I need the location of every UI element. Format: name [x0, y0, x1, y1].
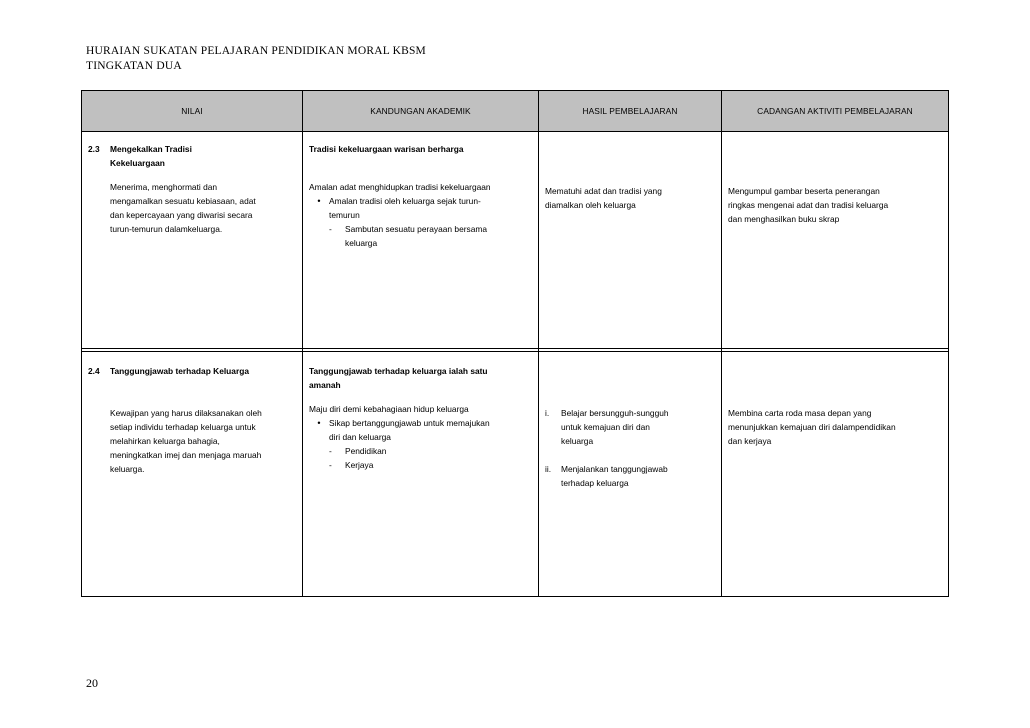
header-subtitle: TINGKATAN DUA [86, 60, 182, 72]
aktiviti-line: dan menghasilkan buku skrap [728, 214, 840, 224]
kandungan-dash: Kerjaya [345, 460, 374, 470]
kandungan-bullet: Amalan tradisi oleh keluarga sejak turun- [329, 196, 481, 206]
cell-aktiviti [722, 132, 949, 349]
column-header-kandungan: KANDUNGAN AKADEMIK [303, 91, 539, 132]
hasil-line: terhadap keluarga [561, 478, 629, 488]
kandungan-dash: Pendidikan [345, 446, 387, 456]
kandungan-title-cont: amanah [309, 380, 341, 390]
kandungan-bullet-cont: temurun [329, 210, 360, 220]
document-header [86, 44, 426, 74]
hasil-line: Menjalankan tanggungjawab [561, 464, 668, 474]
kandungan-intro: Amalan adat menghidupkan tradisi kekeluargaan [309, 182, 491, 192]
bullet-icon: • [317, 418, 321, 428]
nilai-desc-line: keluarga. [110, 464, 145, 474]
table-row [82, 352, 949, 597]
nilai-desc-line: turun-temurun dalamkeluarga. [110, 224, 223, 234]
column-header-nilai: NILAI [82, 91, 303, 132]
cell-nilai [82, 352, 303, 597]
kandungan-dash: Sambutan sesuatu perayaan bersama [345, 224, 487, 234]
kandungan-title: Tanggungjawab terhadap keluarga ialah satu [309, 366, 488, 376]
aktiviti-line: Mengumpul gambar beserta penerangan [728, 186, 880, 196]
row-number: 2.3 [88, 144, 100, 154]
nilai-title: Mengekalkan Tradisi [110, 144, 192, 154]
row-number: 2.4 [88, 366, 100, 376]
nilai-desc-line: dan kepercayaan yang diwarisi secara [110, 210, 253, 220]
cell-aktiviti [722, 352, 949, 597]
header-title: HURAIAN SUKATAN PELAJARAN PENDIDIKAN MORAL KBSM [86, 45, 426, 57]
bullet-icon: • [317, 196, 321, 206]
nilai-desc-line: mengamalkan sesuatu kebiasaan, adat [110, 196, 256, 206]
syllabus-table [81, 90, 949, 597]
kandungan-intro: Maju diri demi kebahagiaan hidup keluarga [309, 404, 469, 414]
cell-kandungan [303, 132, 539, 349]
nilai-desc-line: Menerima, menghormati dan [110, 182, 218, 192]
dash-icon: - [329, 224, 332, 234]
dash-icon: - [329, 460, 332, 470]
nilai-desc-line: melahirkan keluarga bahagia, [110, 436, 220, 446]
cell-nilai [82, 132, 303, 349]
hasil-line: untuk kemajuan diri dan [561, 422, 650, 432]
aktiviti-line: menunjukkan kemajuan diri dalampendidikan [728, 422, 896, 432]
nilai-desc-line: meningkatkan imej dan menjaga maruah [110, 450, 262, 460]
kandungan-dash-cont: keluarga [345, 238, 378, 248]
aktiviti-line: Membina carta roda masa depan yang [728, 408, 872, 418]
aktiviti-line: dan kerjaya [728, 436, 772, 446]
table-header-row [82, 91, 949, 132]
hasil-line: diamalkan oleh keluarga [545, 200, 636, 210]
roman-numeral: ii. [545, 464, 552, 474]
table-row [82, 132, 949, 349]
nilai-title: Tanggungjawab terhadap Keluarga [110, 366, 249, 376]
hasil-line: Belajar bersungguh-sungguh [561, 408, 669, 418]
nilai-title-cont: Kekeluargaan [110, 158, 165, 168]
kandungan-bullet: Sikap bertanggungjawab untuk memajukan [329, 418, 490, 428]
kandungan-bullet-cont: diri dan keluarga [329, 432, 391, 442]
hasil-line: keluarga [561, 436, 594, 446]
cell-hasil [539, 352, 722, 597]
page-number: 20 [86, 676, 98, 690]
nilai-desc-line: Kewajipan yang harus dilaksanakan oleh [110, 408, 262, 418]
cell-kandungan [303, 352, 539, 597]
nilai-desc-line: setiap individu terhadap keluarga untuk [110, 422, 256, 432]
roman-numeral: i. [545, 408, 550, 418]
cell-hasil [539, 132, 722, 349]
dash-icon: - [329, 446, 332, 456]
hasil-line: Mematuhi adat dan tradisi yang [545, 186, 662, 196]
column-header-aktiviti: CADANGAN AKTIVITI PEMBELAJARAN [722, 91, 949, 132]
column-header-hasil: HASIL PEMBELAJARAN [539, 91, 722, 132]
aktiviti-line: ringkas mengenai adat dan tradisi keluarga [728, 200, 889, 210]
kandungan-title: Tradisi kekeluargaan warisan berharga [309, 144, 464, 154]
